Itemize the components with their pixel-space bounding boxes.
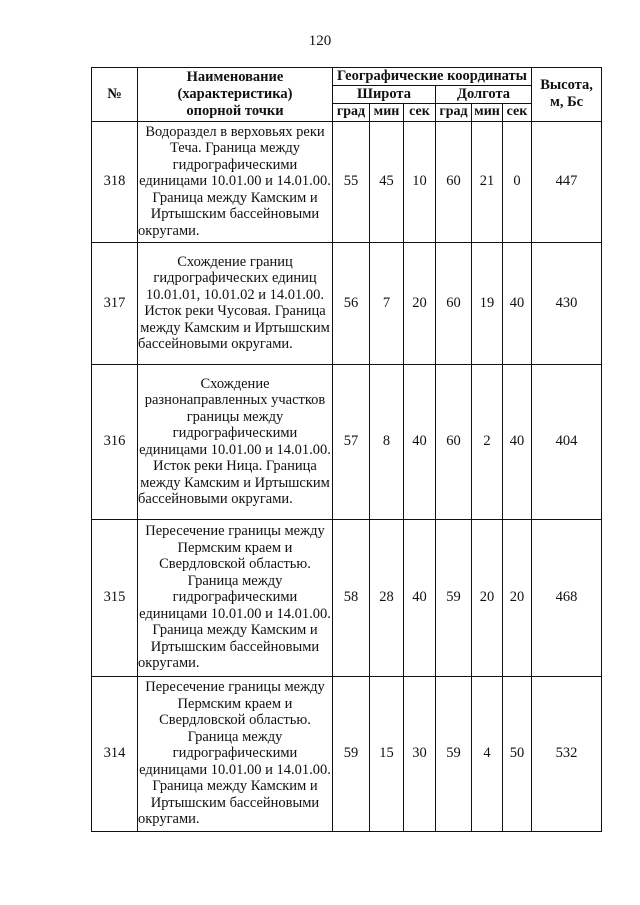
table-row <box>92 364 602 519</box>
lon-min: 19 <box>472 242 503 364</box>
header-lat-sec: сек <box>404 103 436 121</box>
lon-min: 2 <box>472 364 503 519</box>
lat-deg: 55 <box>333 121 370 242</box>
lat-deg: 58 <box>333 519 370 676</box>
point-number: 314 <box>92 676 138 831</box>
lon-sec: 40 <box>503 364 532 519</box>
point-description: Пересечение границы между Пермским краем и Свердловской областью. Граница между гидрографическими единицами 10.01.00 и 14.01.00. Граница между Камским и Иртышским бассейновыми округами. <box>138 519 333 676</box>
lat-sec: 40 <box>404 519 436 676</box>
lon-deg: 59 <box>436 519 472 676</box>
lat-min: 28 <box>370 519 404 676</box>
lon-min: 21 <box>472 121 503 242</box>
lat-sec: 40 <box>404 364 436 519</box>
header-lat-min: мин <box>370 103 404 121</box>
table-row <box>92 519 602 676</box>
header-lon-sec: сек <box>503 103 532 121</box>
lon-min: 20 <box>472 519 503 676</box>
header-altitude: Высота, м, Бс <box>532 68 602 122</box>
table-row <box>92 121 602 242</box>
lat-deg: 59 <box>333 676 370 831</box>
lon-deg: 60 <box>436 242 472 364</box>
header-number: № <box>92 68 138 122</box>
altitude: 447 <box>532 121 602 242</box>
header-lon-min: мин <box>472 103 503 121</box>
table-row <box>92 242 602 364</box>
lat-min: 8 <box>370 364 404 519</box>
header-lon-deg: град <box>436 103 472 121</box>
point-number: 317 <box>92 242 138 364</box>
lat-sec: 20 <box>404 242 436 364</box>
lon-sec: 0 <box>503 121 532 242</box>
point-description: Водораздел в верховьях реки Теча. Граница между гидрографическими единицами 10.01.00 и 14.01.00. Граница между Камским и Иртышским бассейновыми округами. <box>138 121 333 242</box>
point-description: Пересечение границы между Пермским краем и Свердловской областью. Граница между гидрографическими единицами 10.01.00 и 14.01.00. Граница между Камским и Иртышским бассейновыми округами. <box>138 676 333 831</box>
coordinates-table <box>91 67 602 832</box>
lat-min: 15 <box>370 676 404 831</box>
lat-deg: 56 <box>333 242 370 364</box>
point-number: 315 <box>92 519 138 676</box>
lon-sec: 40 <box>503 242 532 364</box>
lat-min: 45 <box>370 121 404 242</box>
lon-deg: 59 <box>436 676 472 831</box>
header-geo-coordinates: Географические координаты <box>333 68 532 86</box>
point-number: 316 <box>92 364 138 519</box>
lon-sec: 50 <box>503 676 532 831</box>
altitude: 404 <box>532 364 602 519</box>
lat-deg: 57 <box>333 364 370 519</box>
header-latitude: Широта <box>333 86 436 104</box>
point-description: Схождение разнонаправленных участков границы между гидрографическими единицами 10.01.00 и 14.01.00. Исток реки Ница. Граница между Камским и Иртышским бассейновыми округами. <box>138 364 333 519</box>
lon-sec: 20 <box>503 519 532 676</box>
lat-min: 7 <box>370 242 404 364</box>
table-row <box>92 676 602 831</box>
lat-sec: 30 <box>404 676 436 831</box>
point-number: 318 <box>92 121 138 242</box>
header-lat-deg: град <box>333 103 370 121</box>
page-number: 120 <box>308 33 332 49</box>
lon-min: 4 <box>472 676 503 831</box>
lon-deg: 60 <box>436 364 472 519</box>
lat-sec: 10 <box>404 121 436 242</box>
header-longitude: Долгота <box>436 86 532 104</box>
point-description: Схождение границ гидрографических единиц 10.01.01, 10.01.02 и 14.01.00. Исток реки Чусовая. Граница между Камским и Иртышским бассейновыми округами. <box>138 242 333 364</box>
altitude: 468 <box>532 519 602 676</box>
altitude: 532 <box>532 676 602 831</box>
header-name: Наименование (характеристика) опорной точки <box>138 68 333 122</box>
altitude: 430 <box>532 242 602 364</box>
lon-deg: 60 <box>436 121 472 242</box>
